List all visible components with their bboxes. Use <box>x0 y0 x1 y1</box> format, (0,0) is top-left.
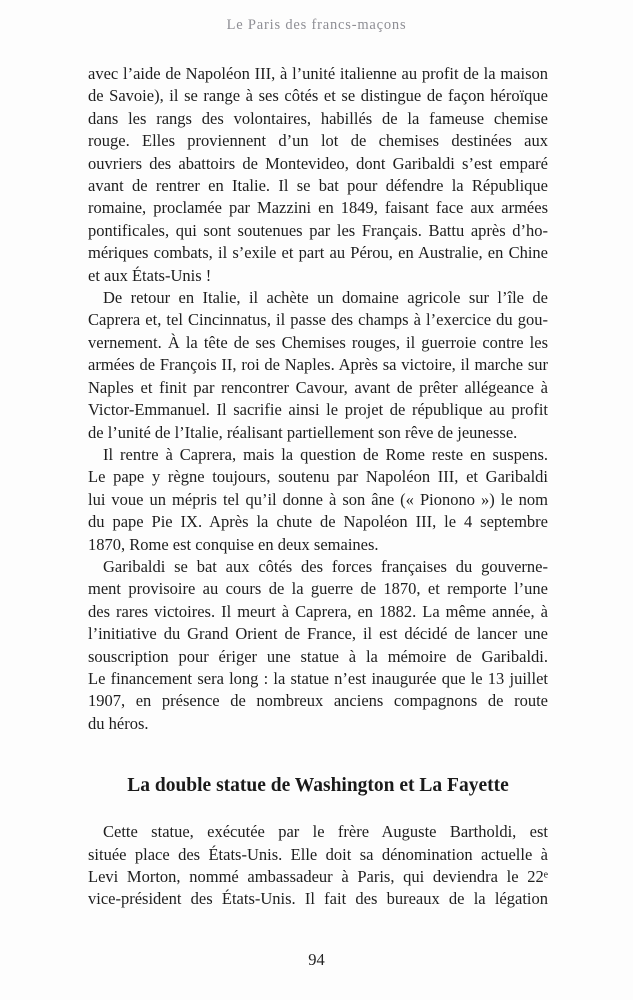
text-line: Le financement sera long : la statue n’est inaugurée que le 13 juillet <box>88 668 548 688</box>
text-line: vernement. À la tête de ses Chemises rouges, il guerroie contre les <box>88 332 548 352</box>
text-line: avec l’aide de Napoléon III, à l’unité italienne au profit de la maison <box>88 64 548 83</box>
text-line: ouvriers des abattoirs de Montevideo, dont Garibaldi s’est emparé <box>88 153 548 173</box>
section-paragraphs <box>88 821 548 911</box>
text-column <box>88 63 548 911</box>
text-line: de l’unité de l’Italie, réalisant partiellement son rêve de jeunesse. <box>88 422 518 442</box>
text-line: lui voue un mépris tel qu’il donne à son âne (« Pionono ») le nom <box>88 489 548 509</box>
text-line: avant de rentrer en Italie. Il se bat pour défendre la République <box>88 176 548 196</box>
text-line: Naples et finit par rencontrer Cavour, avant de prêter allégeance à <box>88 377 548 397</box>
text-line: vice-président des États-Unis. Il fait des bureaux de la légation <box>88 889 548 909</box>
text-line: du pape Pie IX. Après la chute de Napoléon III, le 4 septembre <box>88 512 548 532</box>
text-line: souscription pour ériger une statue à la mémoire de Garibaldi. <box>88 646 548 666</box>
text-line: rouge. Elles proviennent d’un lot de chemises destinées aux <box>88 131 548 151</box>
text-line: Garibaldi se bat aux côtés des forces françaises du gouverne- <box>103 556 548 576</box>
text-line: des rares victoires. Il meurt à Caprera, en 1882. La même année, à <box>88 601 548 621</box>
page-number: 94 <box>308 950 325 969</box>
text-line: Cette statue, exécutée par le frère Auguste Bartholdi, est <box>103 822 548 842</box>
text-line: mériques combats, il s’exile et part au Pérou, en Australie, en Chine <box>88 243 548 263</box>
text-line: Victor-Emmanuel. Il sacrifie ainsi le projet de république au profit <box>88 400 548 420</box>
main-paragraphs <box>88 63 548 735</box>
text-line: Caprera et, tel Cincinnatus, il passe des champs à l’exercice du gou- <box>88 310 548 330</box>
text-line: 1870, Rome est conquise en deux semaines. <box>88 534 379 554</box>
text-line: 1907, en présence de nombreux anciens compagnons de route <box>88 691 548 711</box>
text-line: Levi Morton, nommé ambassadeur à Paris, qui deviendra le 22ᵉ <box>88 867 548 886</box>
text-line: ment provisoire au cours de la guerre de 1870, et remporte l’une <box>88 579 548 599</box>
text-line: romaine, proclamée par Mazzini en 1849, faisant face aux armées <box>88 198 548 218</box>
text-line: pontificales, qui sont soutenues par les Français. Battu après d’ho- <box>88 220 548 240</box>
text-line: armées de François II, roi de Naples. Après sa victoire, il marche sur <box>88 355 548 375</box>
text-line: de Savoie), il se range à ses côtés et se distingue de façon héroïque <box>88 86 548 106</box>
section-heading: La double statue de Washington et La Fayette <box>127 775 509 797</box>
text-line: De retour en Italie, il achète un domaine agricole sur l’île de <box>103 288 548 308</box>
text-line: située place des États-Unis. Elle doit sa dénomination actuelle à <box>88 844 548 864</box>
text-line: Il rentre à Caprera, mais la question de Rome reste en suspens. <box>103 444 548 464</box>
text-line: du héros. <box>88 713 149 733</box>
running-title: Le Paris des francs-maçons <box>226 17 407 33</box>
text-line: l’initiative du Grand Orient de France, il est décidé de lancer une <box>88 624 548 644</box>
text-line: Le pape y règne toujours, soutenu par Napoléon III, et Garibaldi <box>88 467 548 487</box>
text-line: dans les rangs des volontaires, habillés de la fameuse chemise <box>88 108 548 128</box>
text-line: et aux États-Unis ! <box>88 265 212 285</box>
